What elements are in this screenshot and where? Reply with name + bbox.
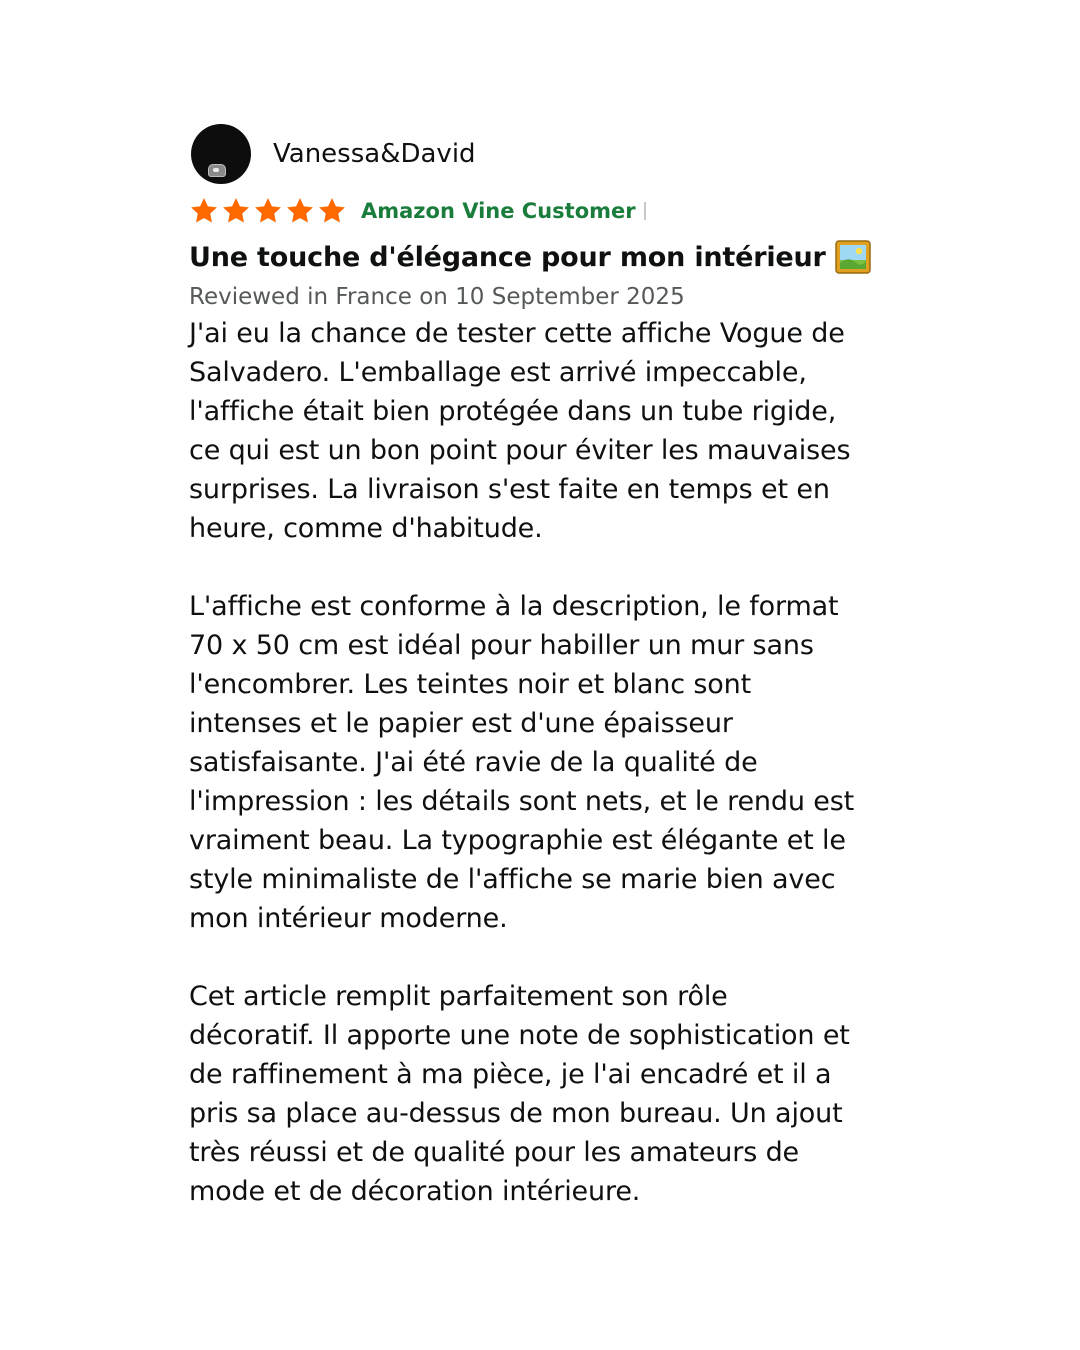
avatar-image — [208, 164, 226, 177]
rating-row — [189, 196, 909, 226]
star-icon — [253, 196, 283, 226]
reviewer-name[interactable]: Vanessa&David — [273, 139, 476, 169]
review-title[interactable]: Une touche d'élégance pour mon intérieur — [189, 241, 826, 273]
badge-divider — [644, 202, 646, 220]
star-icon — [189, 196, 219, 226]
review-title-row — [189, 238, 909, 276]
reviewer-profile[interactable] — [191, 124, 909, 184]
star-rating[interactable] — [189, 196, 347, 226]
review-paragraph: Cet article remplit parfaitement son rôle décoratif. Il apporte une note de sophistication et de raffinement à ma pièce, je l'ai encadré et il a pris sa place au-dessus de mon bureau. Un ajout très réussi et de qualité pour les amateurs de mode et de décoration intérieure. — [189, 981, 850, 1207]
review-paragraph: J'ai eu la chance de tester cette affiche Vogue de Salvadero. L'emballage est arrivé impeccable, l'affiche était bien protégée dans un tube rigide, ce qui est un bon point pour éviter les mauvaises surprises. La livraison s'est faite en temps et en heure, comme d'habitude. — [189, 318, 851, 544]
review-card — [189, 124, 909, 1211]
review-date: Reviewed in France on 10 September 2025 — [189, 284, 685, 310]
vine-customer-badge[interactable]: Amazon Vine Customer — [361, 199, 636, 223]
star-icon — [285, 196, 315, 226]
star-icon — [317, 196, 347, 226]
review-body — [189, 314, 909, 1211]
star-icon — [221, 196, 251, 226]
framed-picture-icon — [835, 239, 871, 275]
review-paragraph: L'affiche est conforme à la description, le format 70 x 50 cm est idéal pour habiller un mur sans l'encombrer. Les teintes noir et blanc sont intenses et le papier est d'une épaisseur satisfaisante. J'ai été ravie de la qualité de l'impression : les détails sont nets, et le rendu est vraiment beau. La typographie est élégante et le style minimaliste de l'affiche se marie bien avec mon intérieur moderne. — [189, 591, 855, 934]
avatar[interactable] — [191, 124, 251, 184]
